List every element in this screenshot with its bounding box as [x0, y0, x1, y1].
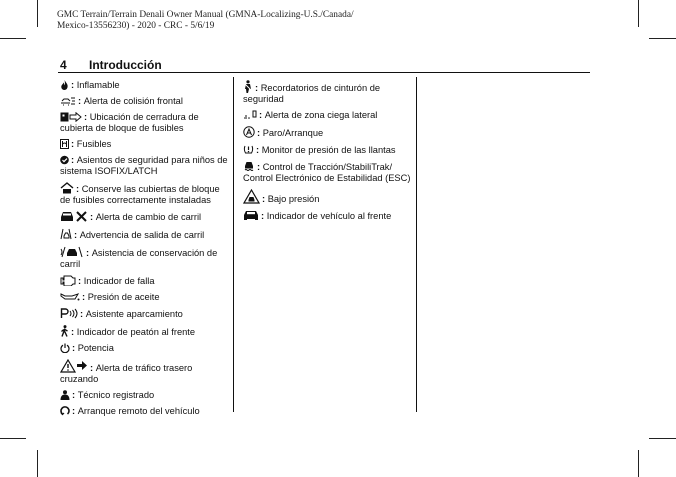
vehicle-ahead-icon: [243, 210, 259, 221]
registered-technician-icon: [60, 390, 70, 400]
symbol-description: Alerta de zona ciega lateral: [264, 110, 378, 120]
symbol-description: Potencia: [77, 343, 114, 353]
fuse-icon: [60, 139, 69, 149]
entry-colon: :: [90, 212, 96, 222]
entry-colon: :: [257, 162, 263, 172]
page-number: 4: [60, 58, 67, 72]
symbol-description: Ubicación de cerradura de cubierta de bloque de fusibles: [60, 112, 199, 133]
entry-colon: :: [84, 112, 90, 122]
symbol-entry: [60, 80, 232, 91]
symbol-description: Indicador de peatón al frente: [76, 327, 196, 337]
symbol-entry: [60, 308, 232, 320]
symbol-entry: [60, 139, 232, 150]
symbol-entry: [60, 275, 232, 287]
entry-colon: :: [261, 211, 267, 221]
entry-colon: :: [76, 184, 82, 194]
low-pressure-icon: [243, 189, 260, 204]
fuse-block-cover-location-icon: [60, 112, 82, 122]
symbol-description: Inflamable: [76, 80, 120, 90]
symbol-description: Paro/Arranque: [262, 128, 324, 138]
symbol-entry: [60, 292, 232, 303]
side-blind-zone-icon: [243, 110, 257, 120]
forward-collision-icon: [60, 96, 76, 106]
symbol-column-1: [60, 80, 232, 422]
entry-colon: :: [256, 145, 262, 155]
flame-icon: [60, 80, 69, 90]
symbol-description: Alerta de cambio de carril: [95, 212, 202, 222]
entry-colon: :: [71, 139, 77, 149]
section-title: Introducción: [89, 58, 162, 72]
symbol-description: Asistente aparcamiento: [85, 309, 183, 319]
symbol-entry: [60, 211, 232, 223]
symbol-description: Conserve las cubiertas de bloque de fusibles correctamente instaladas: [60, 184, 220, 205]
traction-control-icon: [243, 161, 255, 172]
entry-colon: :: [74, 230, 80, 240]
symbol-entry: [243, 110, 415, 121]
symbol-description: Asientos de seguridad para niños de sistema ISOFIX/LATCH: [60, 155, 228, 176]
crop-mark: [649, 438, 676, 439]
entry-colon: :: [71, 327, 77, 337]
symbol-description: Fusibles: [76, 139, 112, 149]
check-engine-icon: [60, 275, 76, 286]
entry-colon: :: [82, 292, 88, 302]
symbol-description: Control de Tracción/StabiliTrak/ Control Electrónico de Estabilidad (ESC): [243, 162, 411, 183]
document-header: [57, 10, 354, 32]
symbol-entry: [60, 246, 232, 270]
lane-change-icon: [60, 211, 88, 222]
symbol-entry: [60, 359, 232, 385]
remote-start-icon: [60, 406, 70, 416]
symbol-description: Monitor de presión de las llantas: [261, 145, 396, 155]
symbol-entry: [243, 144, 415, 156]
symbol-entry: [243, 210, 415, 222]
rear-cross-traffic-icon: [60, 359, 88, 373]
entry-colon: :: [90, 363, 96, 373]
header-line-1: GMC Terrain/Terrain Denali Owner Manual (GMNA-Localizing-U.S./Canada/: [57, 10, 354, 20]
symbol-description: Indicador de vehículo al frente: [266, 211, 392, 221]
symbol-column-2: [243, 80, 415, 227]
column-divider: [233, 77, 234, 412]
entry-colon: :: [72, 406, 78, 416]
crop-mark: [649, 38, 676, 39]
symbol-description: Bajo presión: [267, 194, 320, 204]
entry-colon: :: [78, 96, 84, 106]
park-assist-icon: [60, 308, 78, 319]
entry-colon: :: [259, 110, 265, 120]
crop-mark: [638, 450, 639, 477]
entry-colon: :: [71, 155, 77, 165]
entry-colon: :: [257, 128, 263, 138]
symbol-entry: [60, 390, 232, 401]
symbol-description: Alerta de tráfico trasero cruzando: [60, 363, 193, 384]
crop-mark: [0, 438, 26, 439]
crop-mark: [0, 38, 26, 39]
entry-colon: :: [72, 390, 78, 400]
crop-mark: [638, 0, 639, 27]
symbol-description: Alerta de colisión frontal: [83, 96, 183, 106]
entry-colon: :: [86, 248, 92, 258]
entry-colon: :: [72, 343, 78, 353]
header-line-2: Mexico-13556230) - 2020 - CRC - 5/6/19: [57, 21, 215, 31]
symbol-description: Recordatorios de cinturón de seguridad: [243, 83, 381, 104]
symbol-entry: [243, 189, 415, 205]
symbol-entry: [60, 182, 232, 206]
column-divider: [416, 77, 417, 412]
symbol-entry: [60, 228, 232, 241]
symbol-entry: [60, 155, 232, 177]
power-icon: [60, 343, 70, 353]
oil-pressure-icon: [60, 292, 80, 302]
entry-colon: :: [255, 83, 261, 93]
entry-colon: :: [78, 276, 84, 286]
section-heading: [58, 58, 590, 72]
tire-pressure-icon: [243, 144, 254, 155]
seat-belt-reminder-icon: [243, 80, 253, 93]
isofix-latch-icon: [60, 155, 69, 165]
symbol-entry: [60, 343, 232, 354]
symbol-description: Técnico registrado: [77, 390, 155, 400]
crop-mark: [37, 450, 38, 477]
symbol-entry: [243, 126, 415, 139]
entry-colon: :: [262, 194, 268, 204]
entry-colon: :: [80, 309, 86, 319]
symbol-entry: [60, 112, 232, 134]
symbol-entry: [243, 80, 415, 105]
crop-mark: [37, 0, 38, 27]
symbol-description: Indicador de falla: [83, 276, 155, 286]
pedestrian-icon: [60, 325, 69, 337]
symbol-description: Advertencia de salida de carril: [79, 230, 205, 240]
symbol-entry: [60, 325, 232, 338]
stop-start-icon: [243, 126, 255, 138]
heading-rule: [58, 72, 590, 73]
symbol-entry: [243, 161, 415, 184]
symbol-description: Arranque remoto del vehículo: [77, 406, 200, 416]
lane-departure-icon: [60, 228, 72, 240]
entry-colon: :: [71, 80, 77, 90]
lane-keep-assist-icon: [60, 246, 84, 258]
symbol-entry: [60, 406, 232, 417]
symbol-description: Asistencia de conservación de carril: [60, 248, 218, 269]
fuse-cover-icon: [60, 182, 74, 194]
symbol-description: Presión de aceite: [87, 292, 160, 302]
symbol-entry: [60, 96, 232, 107]
